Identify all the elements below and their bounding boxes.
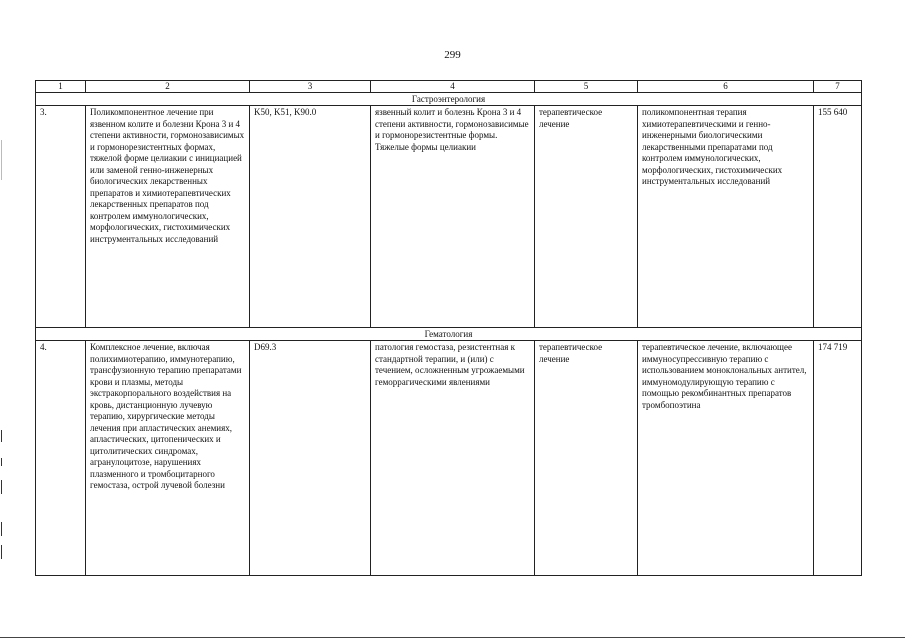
page-number: 299 <box>444 49 461 61</box>
treatment-name-cell: Поликомпонентное лечение при язвенном колите и болезни Крона 3 и 4 степени активности, гормонозависимых и гормонорезистентных формах, тяжелой форме целиакии с инициацией или заменой генно-инженерных биологических лекарственных препаратов и химиотерапевтических лекарственных препаратов под контролем иммунологических, морфологических, гистохимических инструментальных исследований <box>86 106 250 328</box>
row-number: 3. <box>36 106 86 328</box>
column-header: 6 <box>638 81 814 93</box>
column-header: 1 <box>36 81 86 93</box>
scan-artifact <box>1 140 2 180</box>
page-edge-line <box>0 637 905 638</box>
cost-cell: 174 719 <box>814 341 862 576</box>
patient-model-cell: язвенный колит и болезнь Крона 3 и 4 степени активности, гормонозависимые и гормонорезистентные формы. Тяжелые формы целиакии <box>371 106 535 328</box>
treatment-method-cell: терапевтическое лечение, включающее иммуносупрессивную терапию с использованием моноклональных антител, иммуномодулирующую терапию с помощью рекомбинантных препаратов тромбопоэтина <box>638 341 814 576</box>
row-number: 4. <box>36 341 86 576</box>
scan-artifact <box>1 430 2 442</box>
scan-artifact <box>1 458 2 466</box>
scan-artifact <box>1 545 2 559</box>
column-header: 7 <box>814 81 862 93</box>
section-title: Гематология <box>36 328 862 341</box>
column-header: 3 <box>250 81 371 93</box>
treatment-name-cell: Комплексное лечение, включая полихимиотерапию, иммунотерапию, трансфузионную терапию препаратами крови и плазмы, методы экстракорпорального воздействия на кровь, дистанционную лучевую терапию, хирургические методы лечения при апластических анемиях, апластических, цитопенических и цитолитических синдромах, агранулоцитозе, нарушениях плазменного и тромбоцитарного гемостаза, острой лучевой болезни <box>86 341 250 576</box>
table-row <box>36 341 862 576</box>
medical-care-table <box>35 80 862 576</box>
scan-artifact <box>1 480 2 494</box>
treatment-type-cell: терапевтическое лечение <box>535 341 638 576</box>
column-header: 4 <box>371 81 535 93</box>
column-header: 5 <box>535 81 638 93</box>
cost-cell: 155 640 <box>814 106 862 328</box>
treatment-type-cell: терапевтическое лечение <box>535 106 638 328</box>
section-title: Гастроэнтерология <box>36 93 862 106</box>
table-row <box>36 106 862 328</box>
treatment-method-cell: поликомпонентная терапия химиотерапевтическими и генно-инженерными биологическими лекарственными препаратами под контролем иммунологических, морфологических, гистохимических инструментальных исследований <box>638 106 814 328</box>
section-header-row <box>36 328 862 341</box>
scan-artifact <box>1 522 2 536</box>
column-header: 2 <box>86 81 250 93</box>
column-number-row <box>36 81 862 93</box>
patient-model-cell: патология гемостаза, резистентная к стандартной терапии, и (или) с течением, осложненным угрожаемыми геморрагическими явлениями <box>371 341 535 576</box>
section-header-row <box>36 93 862 106</box>
diagnosis-codes-cell: D69.3 <box>250 341 371 576</box>
diagnosis-codes-cell: K50, K51, K90.0 <box>250 106 371 328</box>
